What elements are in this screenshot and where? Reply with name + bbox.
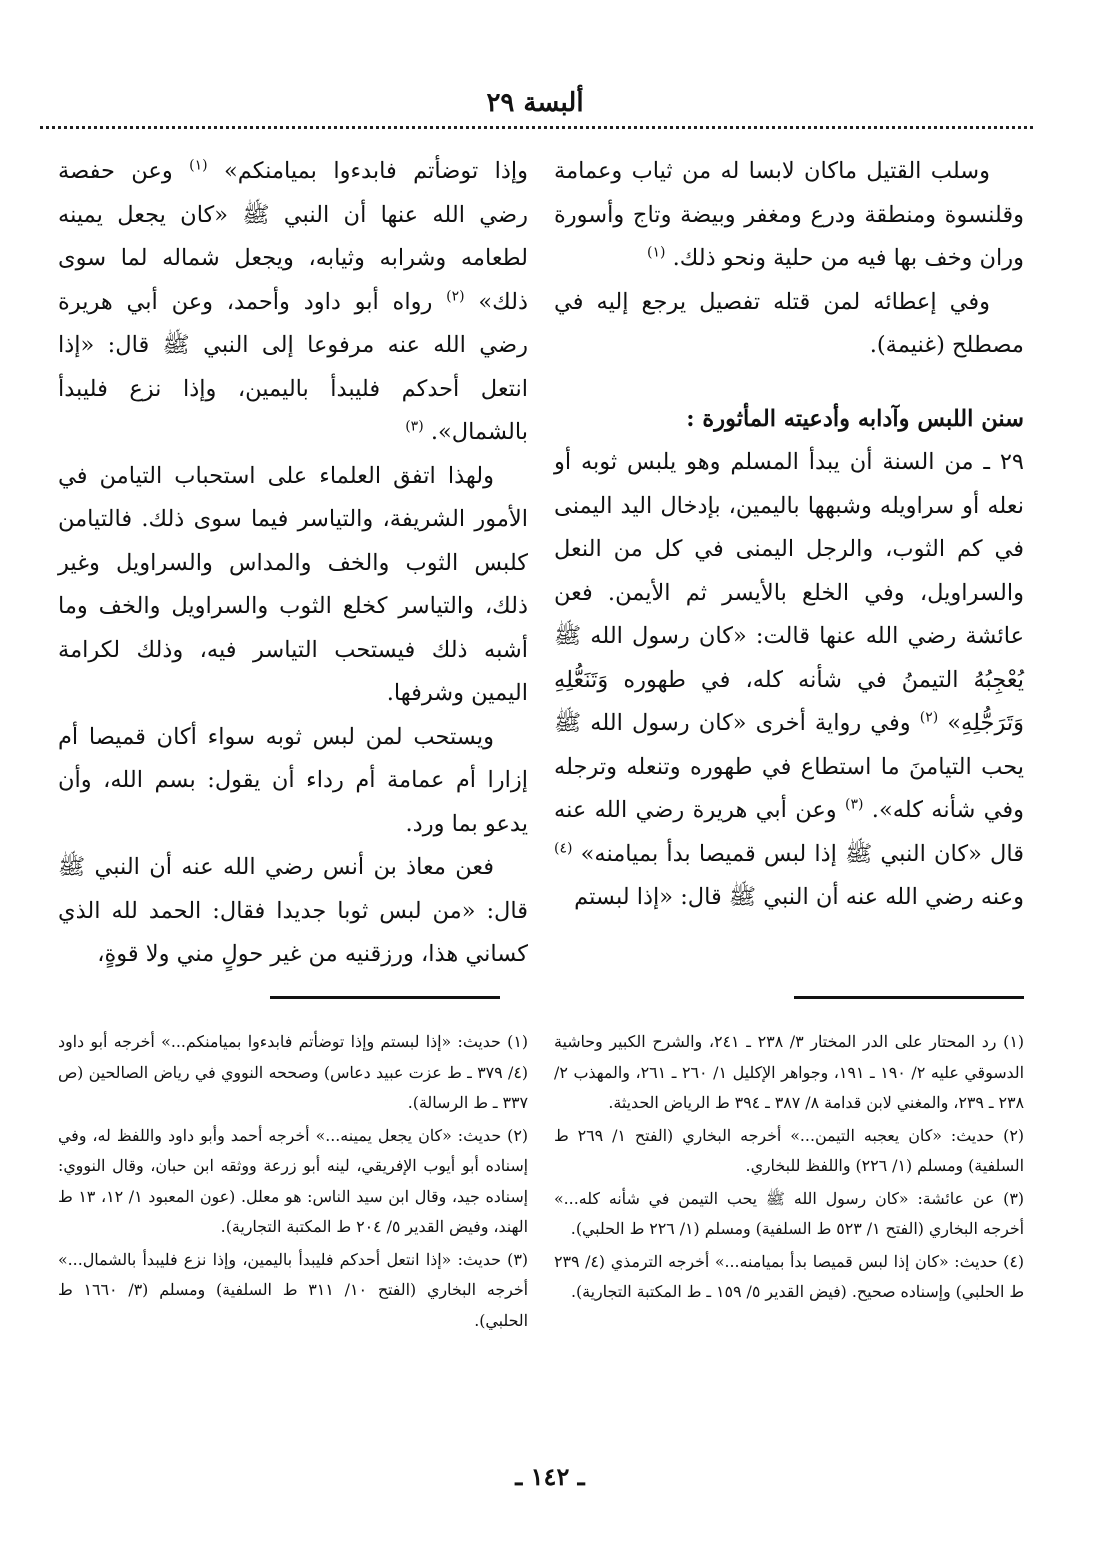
footnote-divider [794,996,1024,999]
paragraph [554,441,1024,920]
paragraph-text: وعن أبي هريرة رضي الله عنه قال «كان النبي ﷺ إذا لبس قميصا بدأ بميامنه» [554,797,1024,867]
footnote: (٣) عن عائشة: «كان رسول الله ﷺ يحب التيمن في شأنه كله...» أخرجه البخاري (الفتح ١/ ٥٢٣ ط السلفية) ومسلم (١/ ٢٢٦ ط الحلبي). [554,1188,1024,1238]
footnote-ref: (٢) [446,288,465,304]
paragraph: ويستحب لمن لبس ثوبه سواء أكان قميصا أم إزارا أم عمامة أم رداء أن يقول: بسم الله، وأن يدعو بما ورد. [58,723,528,837]
footnote-ref: (١) [189,157,208,174]
paragraph-text: وعن حفصة رضي الله عنها أن النبي ﷺ «كان يجعل يمينه لطعامه وشرابه وثيابه، ويجعل شماله لما سوى ذلك» [58,158,529,315]
footnote-ref: (٢) [919,709,939,726]
paragraph-text: رواه أبو داود وأحمد، وعن أبي هريرة رضي الله عنه مرفوعا إلى النبي ﷺ قال: «إذا انتعل أحدكم فليبدأ باليمين، وإذا نزع فليبدأ بالشمال». [58,288,528,445]
section-heading: سنن اللبس وآدابه وأدعيته المأثورة : [686,405,1024,432]
right-column [554,150,1024,920]
paragraph-text: وعنه رضي الله عنه أن النبي ﷺ قال: «إذا لبستم [574,884,1024,910]
footnote: (١) حديث: «إذا لبستم وإذا توضأتم فابدءوا بميامنكم...» أخرجه أبو داود (٤/ ٣٧٩ ـ ط عزت عبيد دعاس) وصححه النووي في رياض الصالحين (ص ٣٣٧ ـ ط الرسالة). [58,1032,529,1112]
footnote: (٣) حديث: «إذا انتعل أحدكم فليبدأ باليمين، وإذا نزع فليبدأ بالشمال...» أخرجه البخاري (الفتح ١٠/ ٣١١ ط السلفية) ومسلم (٣/ ١٦٦٠ ط الحلبي). [58,1249,528,1330]
footnote-ref: (٣) [845,796,864,813]
paragraph: وفي إعطائه لمن قتله تفصيل يرجع إليه في مصطلح (غنيمة). [554,288,1024,358]
footnote-ref: (١) [646,244,666,261]
footnotes-right [554,1027,1024,1310]
page-header [40,88,1030,124]
spacer [554,368,1024,398]
header-dotted-rule [40,126,1033,129]
footnote-ref: (٣) [405,418,424,435]
paragraph-text: وسلب القتيل ماكان لابسا له من ثياب وعمامة وقلنسوة ومنطقة ودرع ومغفر وبيضة وتاج وأسورة وران وخف بها فيه من حلية ونحو ذلك. [554,158,1024,271]
footnote-ref: (٤) [554,840,573,856]
footnote: (٢) حديث: «كان يعجبه التيمن...» أخرجه البخاري (الفتح ١/ ٢٦٩ ط السلفية) ومسلم (١/ ٢٢٦) واللفظ للبخاري. [554,1125,1024,1175]
paragraph: فعن معاذ بن أنس رضي الله عنه أن النبي ﷺ قال: «من لبس ثوبا جديدا فقال: الحمد لله الذي كساني هذا، ورزقنيه من غير حولٍ مني ولا قوةٍ، [58,854,528,967]
footnote-divider [270,996,500,999]
footnotes-left [58,1027,528,1338]
paragraph [58,150,528,455]
footnote: (١) رد المحتار على الدر المختار ٣/ ٢٣٨ ـ ٢٤١، والشرح الكبير وحاشية الدسوقي عليه ٢/ ١٩٠ ـ ١٩١، وجواهر الإكليل ١/ ٢٦٠ ـ ٢٦١، والمهذب ٢/ ٢٣٨ ـ ٢٣٩، والمغني لابن قدامة ٨/ ٣٨٧ ـ ٣٩٤ ط الرياض الحديثة. [554,1032,1024,1112]
footnote: (٤) حديث: «كان إذا لبس قميصا بدأ بميامنه...» أخرجه الترمذي (٤/ ٢٣٩ ط الحلبي) وإسناده صحيح. (فيض القدير ٥/ ١٥٩ ـ ط المكتبة التجارية). [554,1251,1024,1301]
page-number: ـ ١٤٢ ـ [515,1462,585,1491]
page-title: ألبسة ٢٩ [486,88,584,118]
paragraph [554,150,1024,281]
paragraph-text: وإذا توضأتم فابدءوا بميامنكم» [224,158,529,184]
paragraph-text: وفي رواية أخرى «كان رسول الله ﷺ يحب التيامنَ ما استطاع في طهوره وتنعله وترجله وفي شأنه كله». [554,710,1024,823]
paragraph: ولهذا اتفق العلماء على استحباب التيامن في الأمور الشريفة، والتياسر فيما سوى ذلك. فالتيامن كلبس الثوب والخف والمداس والسراويل وغير ذلك، والتياسر كخلع الثوب والسراويل والخف وما أشبه ذلك فيستحب التياسر فيه، وذلك لكرامة اليمين وشرفها. [58,462,528,706]
footnote: (٢) حديث: «كان يجعل يمينه...» أخرجه أحمد وأبو داود واللفظ له، وفي إسناده أبو أيوب الإفريقي، لينه أبو زرعة ووثقه ابن حبان، وقال النووي: إسناده جيد، وقال ابن سيد الناس: هو معلل. (عون المعبود ١/ ١٢، ١٣ ط الهند، وفيض القدير ٥/ ٢٠٤ ط المكتبة التجارية). [58,1125,529,1236]
paragraph-text: ٢٩ ـ من السنة أن يبدأ المسلم وهو يلبس ثوبه أو نعله أو سراويله وشبهها باليمين، بإدخال اليد اليمنى في كم الثوب، والرجل اليمنى في كل من النعل والسراويل، وفي الخلع بالأيسر ثم الأيمن. فعن عائشة رضي الله عنها قالت: «كان رسول الله ﷺ يُعْجِبُهُ التيمنُ في شأنه كله، في طهوره وَتَنَعُّلِهِ وَتَرَجُّلِهِ» [554,449,1025,736]
left-column [58,150,528,977]
